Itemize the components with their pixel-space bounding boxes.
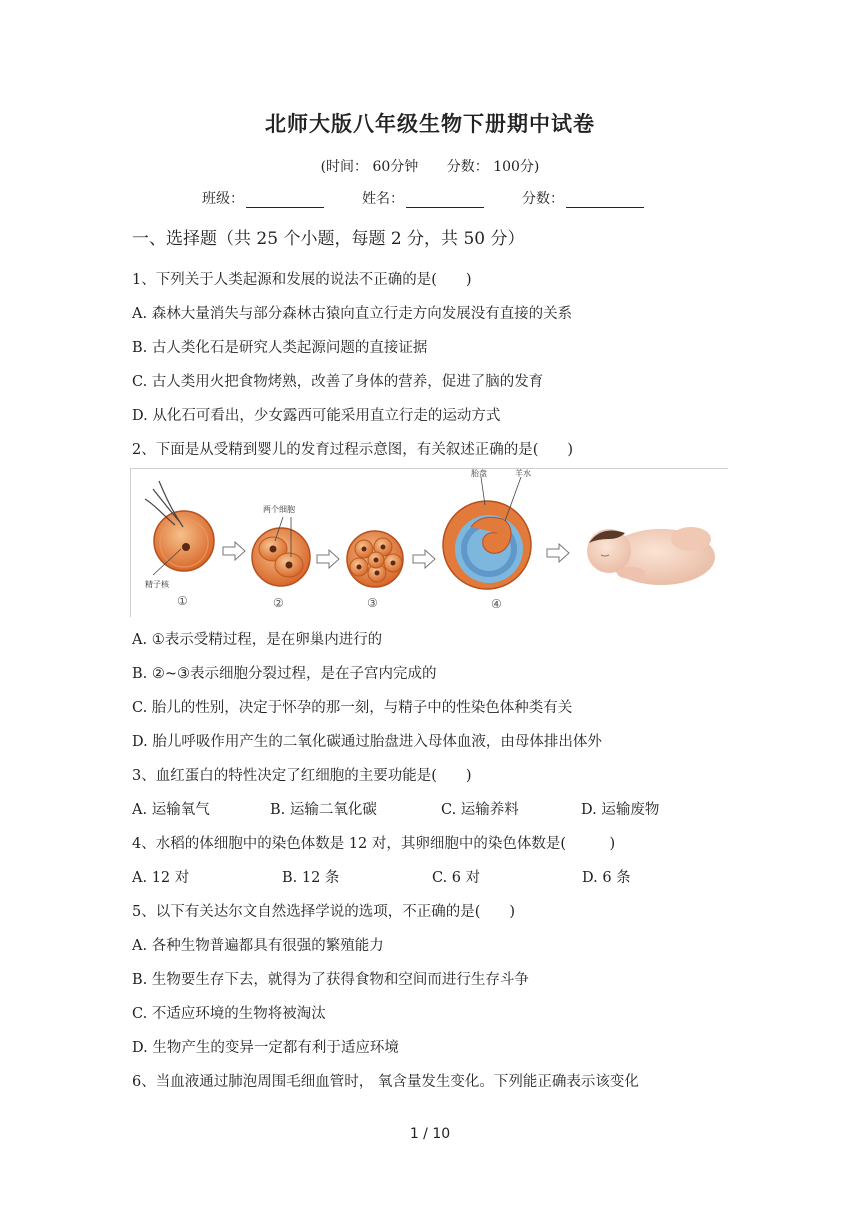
question-stem: 1、下列关于人类起源和发展的说法不正确的是( )	[132, 272, 472, 288]
question-option: C. 6 对	[432, 870, 481, 886]
question-stem: 4、水稻的体细胞中的染色体数是 12 对，其卵细胞中的染色体数是( )	[132, 836, 616, 852]
question-options-row	[132, 798, 659, 819]
cell-cluster-illustration	[347, 531, 403, 587]
question-option: D. 从化石可看出，少女露西可能采用直立行走的运动方式	[132, 408, 501, 424]
question-option: B. 生物要生存下去，就得为了获得食物和空间而进行生存斗争	[132, 972, 529, 988]
question-option: C. 不适应环境的生物将被淘汰	[132, 1006, 326, 1022]
question-option: B. 古人类化石是研究人类起源问题的直接证据	[132, 340, 428, 356]
step-3-label: ③	[367, 596, 378, 610]
name-label: 姓名：	[362, 191, 404, 207]
sperm-nucleus-label: 精子核	[145, 580, 169, 589]
fertilization-development-figure	[130, 468, 728, 617]
question-option: A. ①表示受精过程，是在卵巢内进行的	[132, 632, 383, 648]
embryo-in-uterus-illustration	[443, 477, 531, 589]
section-heading: 一、选择题（共 25 个小题，每题 2 分，共 50 分）	[132, 229, 525, 249]
question-stem: 3、血红蛋白的特性决定了红细胞的主要功能是( )	[132, 768, 472, 784]
question-stem: 6、当血液通过肺泡周围毛细血管时， 氧含量发生变化。下列能正确表示该变化	[132, 1074, 639, 1090]
placenta-label: 胎盘	[471, 469, 487, 478]
name-field	[362, 188, 484, 208]
exam-title: 北师大版八年级生物下册期中试卷	[265, 111, 595, 136]
arrow-icon	[223, 542, 245, 560]
class-label: 班级：	[202, 191, 244, 207]
step-4-label: ④	[491, 597, 502, 611]
name-blank[interactable]	[406, 189, 484, 208]
exam-info	[0, 156, 860, 176]
question-option: D. 胎儿呼吸作用产生的二氧化碳通过胎盘进入母体血液，由母体排出体外	[132, 734, 602, 750]
question-option: D. 6 条	[582, 870, 631, 886]
step-2-label: ②	[273, 596, 284, 610]
class-blank[interactable]	[246, 189, 324, 208]
two-cell-illustration	[252, 517, 310, 586]
question-option: C. 胎儿的性别，决定于怀孕的那一刻，与精子中的性染色体种类有关	[132, 700, 573, 716]
student-info-fields	[202, 188, 672, 208]
question-option: B. ②~③表示细胞分裂过程，是在子宫内完成的	[132, 666, 437, 682]
question-option: C. 古人类用火把食物烤熟，改善了身体的营养，促进了脑的发育	[132, 374, 544, 390]
page-number: 1 / 10	[409, 1126, 451, 1142]
question-option: A. 12 对	[132, 870, 190, 886]
fertilized-egg-illustration	[145, 481, 214, 575]
score-blank[interactable]	[566, 189, 644, 208]
question-option: A. 运输氧气	[132, 802, 210, 818]
question-option: B. 12 条	[282, 870, 340, 886]
question-stem: 5、以下有关达尔文自然选择学说的选项，不正确的是( )	[132, 904, 516, 920]
amnion-label: 羊水	[515, 469, 531, 478]
question-option: D. 生物产生的变异一定都有利于适应环境	[132, 1040, 399, 1056]
question-option: A. 森林大量消失与部分森林古猿向直立行走方向发展没有直接的关系	[132, 306, 573, 322]
arrow-icon	[547, 544, 569, 562]
question-option: C. 运输养料	[441, 802, 519, 818]
question-stem: 2、下面是从受精到婴儿的发育过程示意图，有关叙述正确的是( )	[132, 442, 574, 458]
class-field	[202, 188, 324, 208]
score-field	[522, 188, 644, 208]
two-cells-label: 两个细胞	[263, 505, 295, 514]
exam-time: (时间： 60分钟	[320, 159, 419, 175]
question-option: B. 运输二氧化碳	[270, 802, 377, 818]
question-options-row	[132, 866, 631, 887]
question-option: A. 各种生物普遍都具有很强的繁殖能力	[132, 938, 384, 954]
arrow-icon	[413, 550, 435, 568]
development-diagram	[131, 469, 728, 617]
question-option: D. 运输废物	[581, 802, 660, 818]
exam-total-score: 分数： 100分)	[446, 159, 540, 175]
newborn-baby-illustration	[587, 527, 715, 585]
score-label: 分数：	[522, 191, 564, 207]
step-1-label: ①	[177, 594, 188, 608]
arrow-icon	[317, 550, 339, 568]
